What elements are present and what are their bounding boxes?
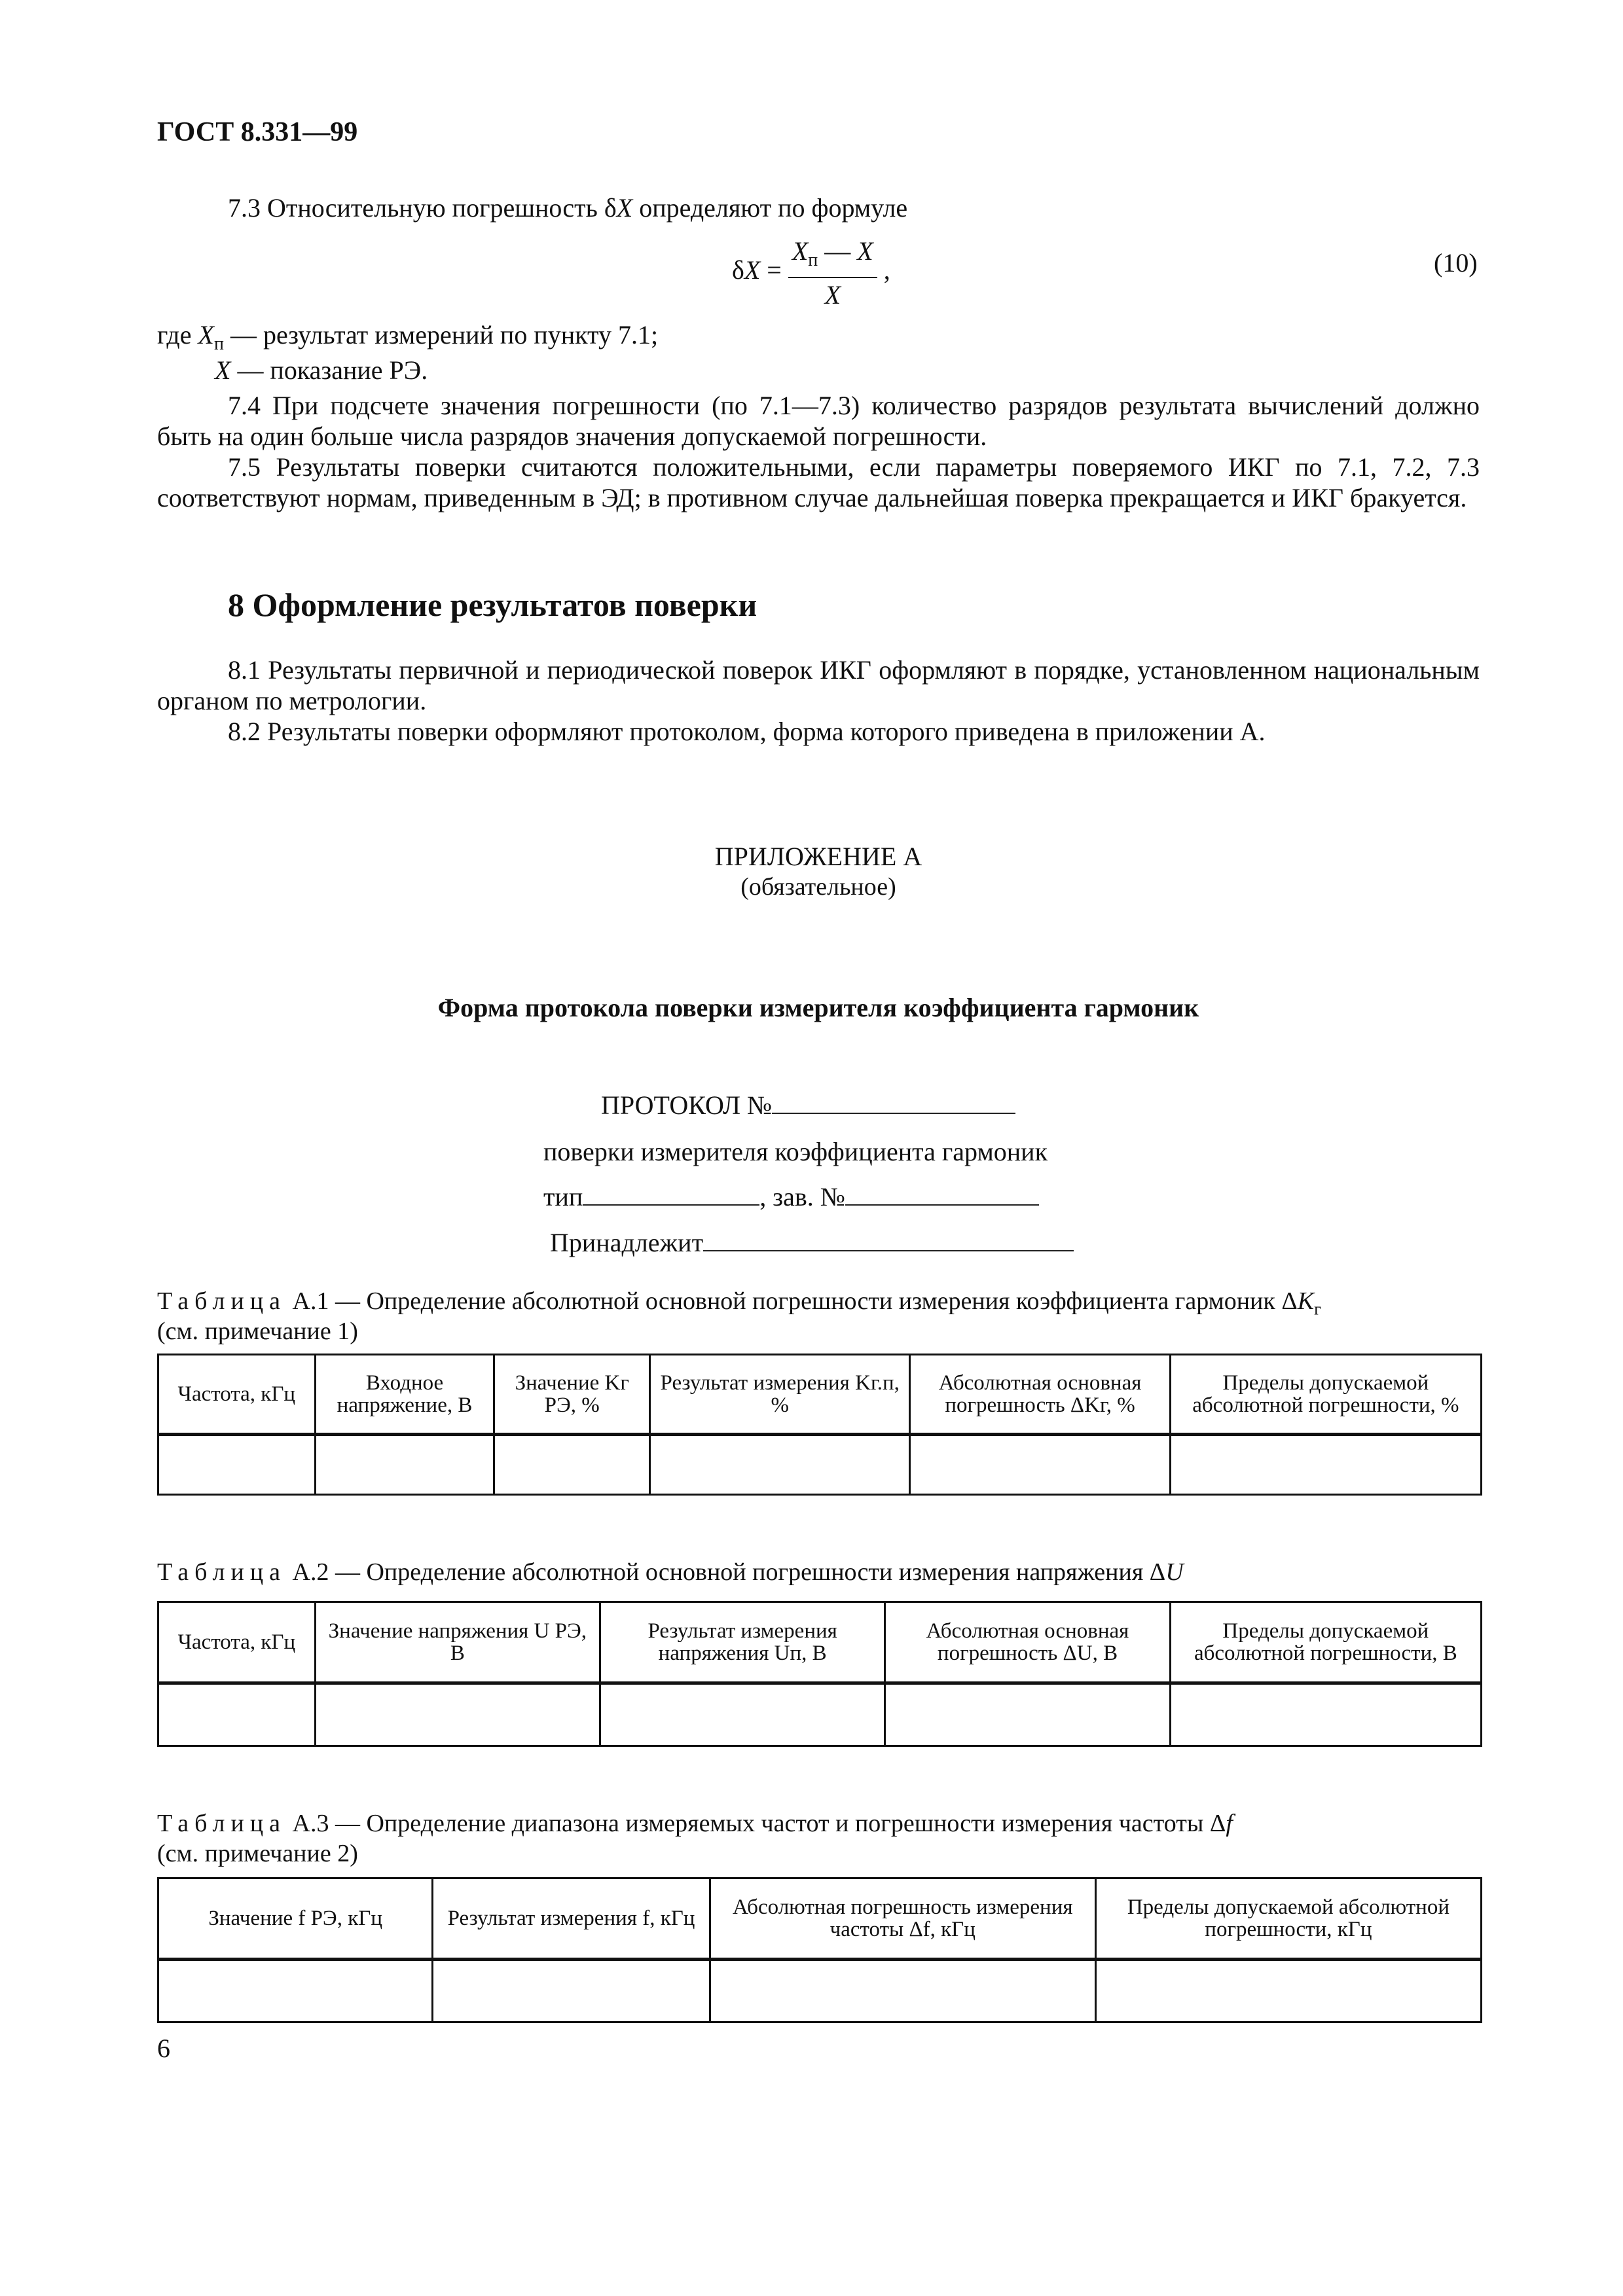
- appendix-subtitle: (обязательное): [740, 873, 896, 901]
- table-a1-header-reference-value: Значение Kг РЭ, %: [494, 1355, 650, 1435]
- table-a2-header-measurement-result: Результат измерения напряжения Uп, В: [600, 1602, 885, 1683]
- table-a1-header-absolute-error: Абсолютная основная погрешность ΔKг, %: [910, 1355, 1170, 1435]
- serial-blank: [845, 1181, 1039, 1206]
- table-a2-header-absolute-error: Абсолютная основная погрешность ΔU, В: [885, 1602, 1170, 1683]
- table-a1-note: (см. примечание 1): [157, 1318, 358, 1345]
- table-a2-cell[interactable]: [1170, 1683, 1481, 1746]
- form-title: Форма протокола поверки измерителя коэффициента гармоник: [437, 993, 1199, 1022]
- table-a2-header-error-limits: Пределы допускаемой абсолютной погрешности, В: [1170, 1602, 1481, 1683]
- table-a2: [157, 1601, 1482, 1747]
- document-header: ГОСТ 8.331—99: [157, 117, 358, 147]
- formula-number: (10): [1434, 248, 1478, 278]
- appendix-title: ПРИЛОЖЕНИЕ А: [714, 842, 922, 871]
- table-a1-caption: Таблица А.1 — Определение абсолютной основной погрешности измерения коэффициента гармоник $\Delta K_г$: [157, 1287, 1322, 1319]
- table-a2-cell[interactable]: [600, 1683, 885, 1746]
- table-a3-cell[interactable]: [1095, 1960, 1481, 2022]
- table-a3-header-reference-frequency: Значение f РЭ, кГц: [158, 1878, 433, 1960]
- table-a1-cell[interactable]: [315, 1435, 494, 1495]
- table-a1-cell[interactable]: [494, 1435, 650, 1495]
- protocol-number-line: ПРОТОКОЛ №: [601, 1089, 1015, 1121]
- table-a1-cell[interactable]: [910, 1435, 1170, 1495]
- section-8-title: 8 Оформление результатов поверки: [228, 586, 757, 623]
- table-a3-caption: Таблица А.3 — Определение диапазона измеряемых частот и погрешности измерения частоты Δf: [157, 1810, 1233, 1837]
- table-a1-header-error-limits: Пределы допускаемой абсолютной погрешности, %: [1170, 1355, 1481, 1435]
- formula-10: δX = $\frac{X_п — X}{X}$ ,: [732, 236, 890, 310]
- table-a1-cell[interactable]: [1170, 1435, 1481, 1495]
- paragraph-7-5: 7.5 Результаты поверки считаются положительными, если параметры поверяемого ИКГ по 7.1, 7.2, 7.3 соответствуют нормам, приведенным в ЭД; в противном случае дальнейшая поверка прекращается и ИКГ бракуется.: [157, 452, 1480, 512]
- protocol-number-blank: [772, 1089, 1015, 1114]
- table-a3-header-error-limits: Пределы допускаемой абсолютной погрешности, кГц: [1095, 1878, 1481, 1960]
- formula-explanation-1: где $X_п$ — результат измерений по пункту 7.1;: [157, 320, 659, 354]
- formula-explanation-2: X — показание РЭ.: [215, 355, 428, 385]
- paragraph-8-2: 8.2 Результаты поверки оформляют протоколом, форма которого приведена в приложении А.: [228, 717, 1266, 746]
- table-a1-header-measurement-result: Результат измерения Kг.п, %: [650, 1355, 910, 1435]
- paragraph-8-1: 8.1 Результаты первичной и периодической поверок ИКГ оформляют в порядке, установленном национальным органом по метрологии.: [157, 655, 1480, 715]
- type-blank: [583, 1181, 759, 1206]
- paragraph-7-4: 7.4 При подсчете значения погрешности (по 7.1—7.3) количество разрядов результата вычислений должно быть на один больше числа разрядов значения допускаемой погрешности.: [157, 391, 1480, 451]
- protocol-subtitle: поверки измерителя коэффициента гармоник: [543, 1137, 1048, 1166]
- table-a2-caption: Таблица А.2 — Определение абсолютной основной погрешности измерения напряжения ΔU: [157, 1558, 1184, 1586]
- table-a2-cell[interactable]: [885, 1683, 1170, 1746]
- table-a3-note: (см. примечание 2): [157, 1840, 358, 1867]
- table-a3-cell[interactable]: [710, 1960, 1095, 2022]
- owner-blank: [703, 1227, 1074, 1251]
- table-a1: [157, 1354, 1482, 1496]
- paragraph-7-3: 7.3 Относительную погрешность δX определяют по формуле: [228, 193, 908, 223]
- table-a2-header-reference-voltage: Значение напряжения U РЭ, В: [315, 1602, 600, 1683]
- formula-fraction: $\frac{X_п — X}{X}$: [788, 236, 877, 310]
- table-a3-cell[interactable]: [433, 1960, 710, 2022]
- table-a3-header-absolute-error: Абсолютная погрешность измерения частоты Δf, кГц: [710, 1878, 1095, 1960]
- page-number: 6: [157, 2034, 170, 2063]
- table-a3: [157, 1877, 1482, 2023]
- protocol-type-line: тип , зав. №: [543, 1181, 1039, 1212]
- table-a1-header-input-voltage: Входное напряжение, В: [315, 1355, 494, 1435]
- table-a3-header-measurement-result: Результат измерения f, кГц: [433, 1878, 710, 1960]
- table-a2-header-frequency: Частота, кГц: [158, 1602, 316, 1683]
- table-a3-cell[interactable]: [158, 1960, 433, 2022]
- table-a2-cell[interactable]: [315, 1683, 600, 1746]
- table-a1-cell[interactable]: [158, 1435, 316, 1495]
- protocol-owner-line: Принадлежит: [550, 1227, 1074, 1258]
- table-a1-header-frequency: Частота, кГц: [158, 1355, 316, 1435]
- table-a1-cell[interactable]: [650, 1435, 910, 1495]
- table-a2-cell[interactable]: [158, 1683, 316, 1746]
